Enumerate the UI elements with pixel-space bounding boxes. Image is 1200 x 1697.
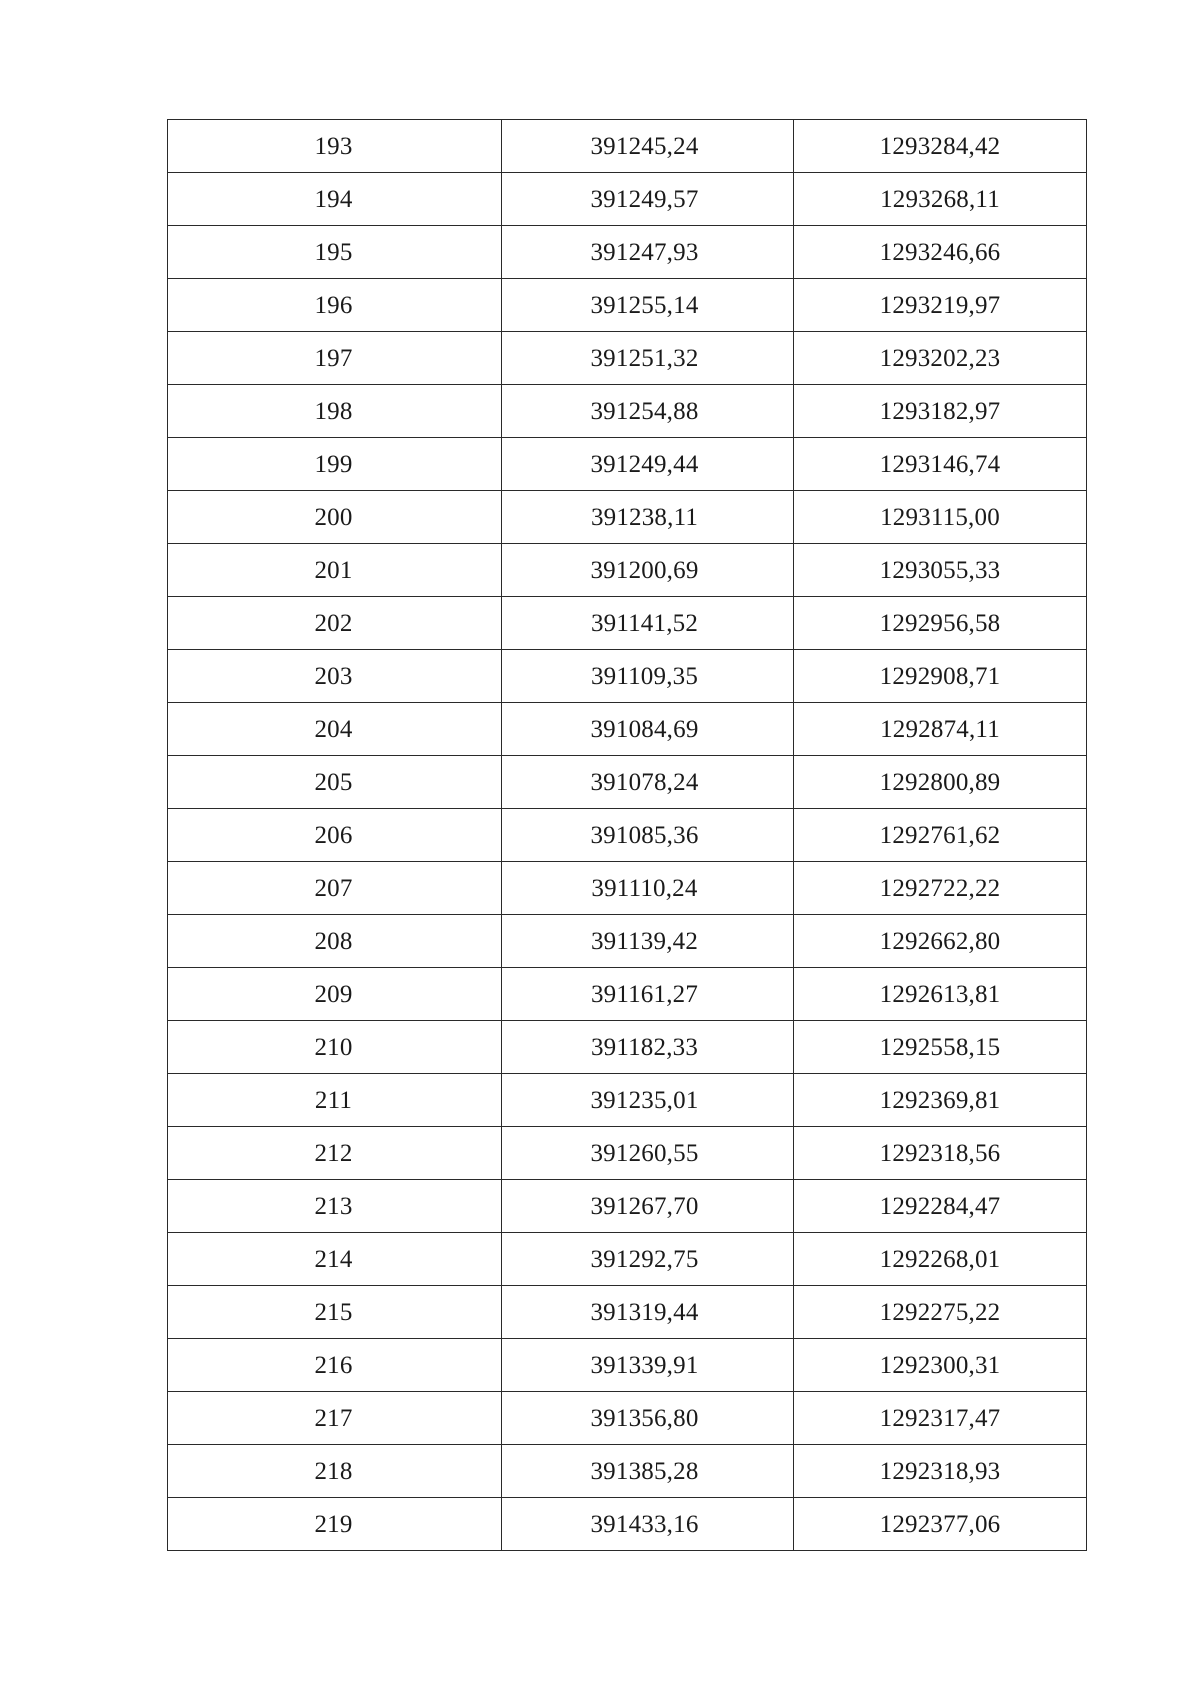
x-coordinate-cell: 391139,42 <box>502 915 794 968</box>
y-coordinate-cell: 1292318,93 <box>794 1445 1087 1498</box>
y-coordinate-cell: 1292317,47 <box>794 1392 1087 1445</box>
y-coordinate-cell: 1292275,22 <box>794 1286 1087 1339</box>
y-coordinate-cell: 1292613,81 <box>794 968 1087 1021</box>
table-row <box>168 1180 1087 1233</box>
table-row <box>168 650 1087 703</box>
point-number-cell: 214 <box>168 1233 502 1286</box>
x-coordinate-cell: 391249,57 <box>502 173 794 226</box>
point-number-cell: 206 <box>168 809 502 862</box>
point-number-cell: 204 <box>168 703 502 756</box>
table-row <box>168 1392 1087 1445</box>
y-coordinate-cell: 1293146,74 <box>794 438 1087 491</box>
x-coordinate-cell: 391247,93 <box>502 226 794 279</box>
table-row <box>168 968 1087 1021</box>
x-coordinate-cell: 391319,44 <box>502 1286 794 1339</box>
x-coordinate-cell: 391200,69 <box>502 544 794 597</box>
y-coordinate-cell: 1293182,97 <box>794 385 1087 438</box>
y-coordinate-cell: 1293246,66 <box>794 226 1087 279</box>
x-coordinate-cell: 391433,16 <box>502 1498 794 1551</box>
table-row <box>168 1445 1087 1498</box>
y-coordinate-cell: 1292800,89 <box>794 756 1087 809</box>
y-coordinate-cell: 1293268,11 <box>794 173 1087 226</box>
x-coordinate-cell: 391254,88 <box>502 385 794 438</box>
y-coordinate-cell: 1293055,33 <box>794 544 1087 597</box>
x-coordinate-cell: 391084,69 <box>502 703 794 756</box>
x-coordinate-cell: 391385,28 <box>502 1445 794 1498</box>
y-coordinate-cell: 1292369,81 <box>794 1074 1087 1127</box>
table-row <box>168 385 1087 438</box>
point-number-cell: 218 <box>168 1445 502 1498</box>
point-number-cell: 200 <box>168 491 502 544</box>
table-row <box>168 1286 1087 1339</box>
point-number-cell: 198 <box>168 385 502 438</box>
table-row <box>168 226 1087 279</box>
x-coordinate-cell: 391078,24 <box>502 756 794 809</box>
x-coordinate-cell: 391339,91 <box>502 1339 794 1392</box>
point-number-cell: 209 <box>168 968 502 1021</box>
y-coordinate-cell: 1292956,58 <box>794 597 1087 650</box>
y-coordinate-cell: 1292558,15 <box>794 1021 1087 1074</box>
y-coordinate-cell: 1292761,62 <box>794 809 1087 862</box>
table-row <box>168 120 1087 173</box>
y-coordinate-cell: 1293284,42 <box>794 120 1087 173</box>
y-coordinate-cell: 1292722,22 <box>794 862 1087 915</box>
table-row <box>168 1339 1087 1392</box>
y-coordinate-cell: 1292300,31 <box>794 1339 1087 1392</box>
point-number-cell: 210 <box>168 1021 502 1074</box>
table-row <box>168 332 1087 385</box>
point-number-cell: 212 <box>168 1127 502 1180</box>
x-coordinate-cell: 391238,11 <box>502 491 794 544</box>
point-number-cell: 215 <box>168 1286 502 1339</box>
table-row <box>168 1021 1087 1074</box>
point-number-cell: 193 <box>168 120 502 173</box>
table-row <box>168 597 1087 650</box>
x-coordinate-cell: 391356,80 <box>502 1392 794 1445</box>
table-row <box>168 862 1087 915</box>
y-coordinate-cell: 1292377,06 <box>794 1498 1087 1551</box>
y-coordinate-cell: 1292284,47 <box>794 1180 1087 1233</box>
x-coordinate-cell: 391109,35 <box>502 650 794 703</box>
table-row <box>168 438 1087 491</box>
point-number-cell: 211 <box>168 1074 502 1127</box>
point-number-cell: 194 <box>168 173 502 226</box>
point-number-cell: 217 <box>168 1392 502 1445</box>
point-number-cell: 208 <box>168 915 502 968</box>
table-row <box>168 173 1087 226</box>
point-number-cell: 213 <box>168 1180 502 1233</box>
point-number-cell: 203 <box>168 650 502 703</box>
y-coordinate-cell: 1293202,23 <box>794 332 1087 385</box>
table-row <box>168 703 1087 756</box>
y-coordinate-cell: 1292662,80 <box>794 915 1087 968</box>
table-row <box>168 1233 1087 1286</box>
x-coordinate-cell: 391292,75 <box>502 1233 794 1286</box>
point-number-cell: 201 <box>168 544 502 597</box>
point-number-cell: 197 <box>168 332 502 385</box>
point-number-cell: 202 <box>168 597 502 650</box>
point-number-cell: 205 <box>168 756 502 809</box>
point-number-cell: 207 <box>168 862 502 915</box>
table-row <box>168 1074 1087 1127</box>
point-number-cell: 195 <box>168 226 502 279</box>
table-row <box>168 756 1087 809</box>
y-coordinate-cell: 1292268,01 <box>794 1233 1087 1286</box>
x-coordinate-cell: 391260,55 <box>502 1127 794 1180</box>
y-coordinate-cell: 1293115,00 <box>794 491 1087 544</box>
point-number-cell: 216 <box>168 1339 502 1392</box>
y-coordinate-cell: 1292908,71 <box>794 650 1087 703</box>
x-coordinate-cell: 391245,24 <box>502 120 794 173</box>
point-number-cell: 219 <box>168 1498 502 1551</box>
x-coordinate-cell: 391141,52 <box>502 597 794 650</box>
x-coordinate-cell: 391110,24 <box>502 862 794 915</box>
x-coordinate-cell: 391182,33 <box>502 1021 794 1074</box>
x-coordinate-cell: 391267,70 <box>502 1180 794 1233</box>
y-coordinate-cell: 1292318,56 <box>794 1127 1087 1180</box>
x-coordinate-cell: 391235,01 <box>502 1074 794 1127</box>
y-coordinate-cell: 1293219,97 <box>794 279 1087 332</box>
x-coordinate-cell: 391249,44 <box>502 438 794 491</box>
point-number-cell: 199 <box>168 438 502 491</box>
coordinates-table <box>167 119 1087 1551</box>
x-coordinate-cell: 391255,14 <box>502 279 794 332</box>
table-row <box>168 809 1087 862</box>
table-row <box>168 1127 1087 1180</box>
table-row <box>168 491 1087 544</box>
table-row <box>168 544 1087 597</box>
point-number-cell: 196 <box>168 279 502 332</box>
y-coordinate-cell: 1292874,11 <box>794 703 1087 756</box>
x-coordinate-cell: 391161,27 <box>502 968 794 1021</box>
coordinates-table-body <box>168 120 1087 1551</box>
table-row <box>168 915 1087 968</box>
x-coordinate-cell: 391085,36 <box>502 809 794 862</box>
table-row <box>168 279 1087 332</box>
x-coordinate-cell: 391251,32 <box>502 332 794 385</box>
table-row <box>168 1498 1087 1551</box>
